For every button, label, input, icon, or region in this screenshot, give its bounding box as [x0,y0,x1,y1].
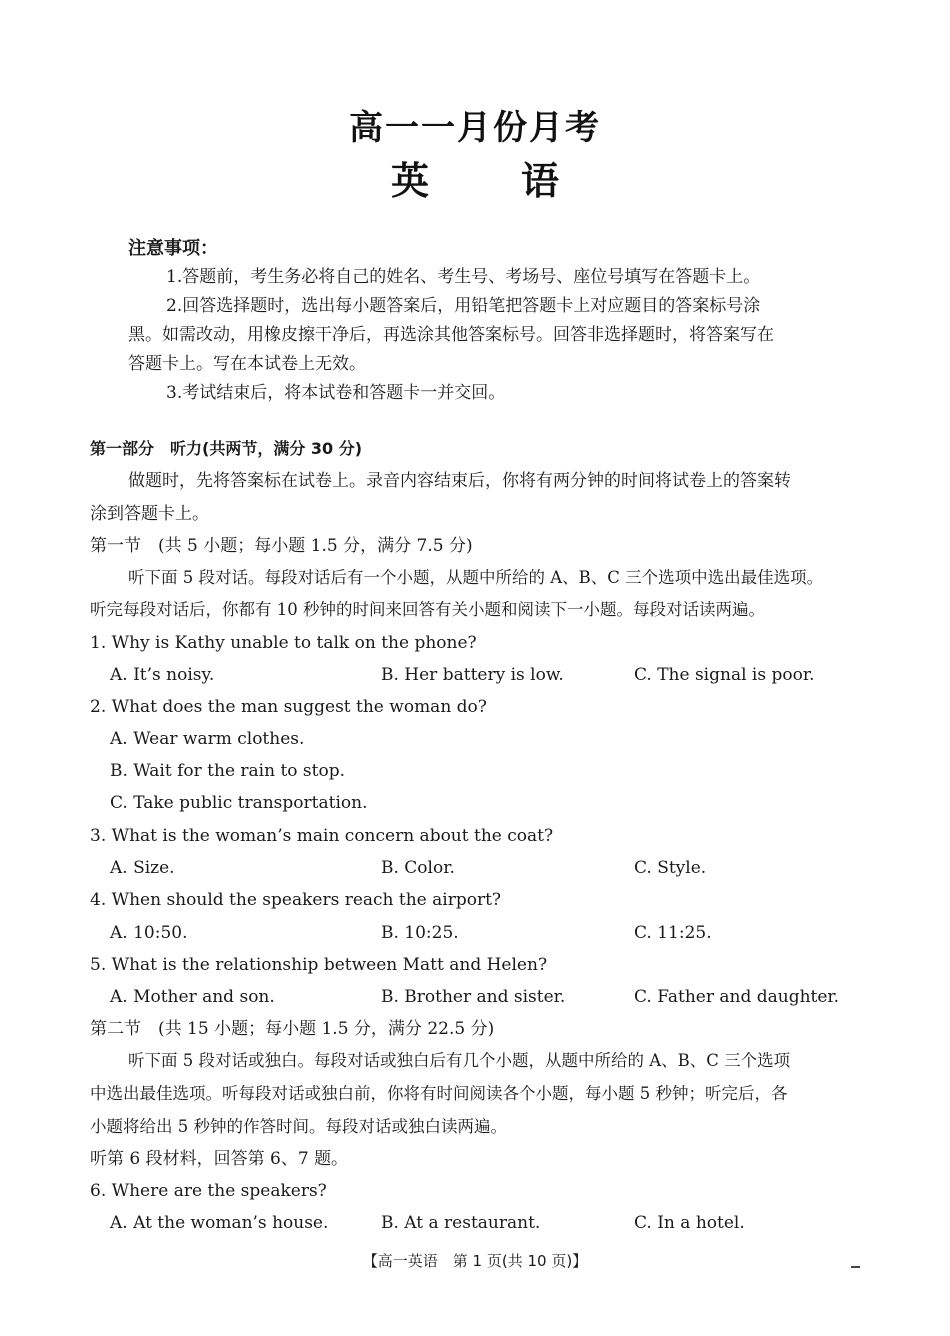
notice-item-3: 3.考试结束后，将本试卷和答题卡一并交回。 [166,383,506,403]
question-6: 6. Where are the speakers? [90,1181,327,1201]
q1-option-b: B. Her battery is low. [381,665,564,685]
q1-option-a: A. It’s noisy. [110,665,215,685]
section1-heading: 第一节 (共 5 小题；每小题 1.5 分，满分 7.5 分) [90,536,473,556]
notice-heading: 注意事项： [128,238,218,259]
subject-title [0,150,950,205]
part1-intro-line-1: 做题时，先将答案标在试卷上。录音内容结束后，你将有两分钟的时间将试卷上的答案转 [128,471,791,491]
corner-mark [851,1266,860,1268]
part1-heading: 第一部分 听力(共两节，满分 30 分) [90,439,363,458]
question-1: 1. Why is Kathy unable to talk on the phone? [90,633,477,653]
q3-option-b: B. Color. [381,858,455,878]
q2-option-c: C. Take public transportation. [110,793,368,813]
section2-heading: 第二节 (共 15 小题；每小题 1.5 分，满分 22.5 分) [90,1019,495,1039]
subject-char-right: 语 [521,159,560,203]
page-footer: 【高一英语 第 1 页(共 10 页)】 [362,1252,588,1270]
q2-option-b: B. Wait for the rain to stop. [110,761,346,781]
notice-item-2-line-3: 答题卡上。写在本试卷上无效。 [128,354,366,374]
q4-option-b: B. 10:25. [381,923,459,943]
q2-option-a: A. Wear warm clothes. [110,729,305,749]
q4-option-c: C. 11:25. [634,923,712,943]
q6-option-c: C. In a hotel. [634,1213,745,1233]
material-6-instruction: 听第 6 段材料，回答第 6、7 题。 [90,1149,349,1169]
q5-option-b: B. Brother and sister. [381,987,566,1007]
question-2: 2. What does the man suggest the woman do? [90,697,487,717]
q3-option-a: A. Size. [110,858,175,878]
section2-intro-line-3: 小题将给出 5 秒钟的作答时间。每段对话或独白读两遍。 [90,1117,507,1136]
part1-intro-line-2: 涂到答题卡上。 [90,504,209,524]
subject-char-left: 英 [390,159,429,203]
q6-option-b: B. At a restaurant. [381,1213,541,1233]
notice-item-2-line-2: 黑。如需改动，用橡皮擦干净后，再选涂其他答案标号。回答非选择题时，将答案写在 [128,325,774,345]
q1-option-c: C. The signal is poor. [634,665,815,685]
question-5: 5. What is the relationship between Matt and Helen? [90,955,548,975]
q5-option-a: A. Mother and son. [110,987,275,1007]
q3-option-c: C. Style. [634,858,707,878]
question-4: 4. When should the speakers reach the airport? [90,890,502,910]
notice-item-2-line-1: 2.回答选择题时，选出每小题答案后，用铅笔把答题卡上对应题目的答案标号涂 [166,296,761,316]
question-3: 3. What is the woman’s main concern about the coat? [90,826,554,846]
q6-option-a: A. At the woman’s house. [110,1213,329,1233]
exam-title: 高一一月份月考 [349,108,601,148]
section2-intro-line-2: 中选出最佳选项。听每段对话或独白前，你将有时间阅读各个小题，每小题 5 秒钟；听完后，各 [90,1084,788,1103]
q4-option-a: A. 10:50. [110,923,188,943]
section2-intro-line-1: 听下面 5 段对话或独白。每段对话或独白后有几个小题，从题中所给的 A、B、C 三个选项 [128,1051,791,1070]
q5-option-c: C. Father and daughter. [634,987,840,1007]
section1-intro-line-1: 听下面 5 段对话。每段对话后有一个小题，从题中所给的 A、B、C 三个选项中选出最佳选项。 [128,568,824,587]
section1-intro-line-2: 听完每段对话后，你都有 10 秒钟的时间来回答有关小题和阅读下一小题。每段对话读两遍。 [90,600,765,619]
notice-item-1: 1.答题前，考生务必将自己的姓名、考生号、考场号、座位号填写在答题卡上。 [166,267,761,287]
